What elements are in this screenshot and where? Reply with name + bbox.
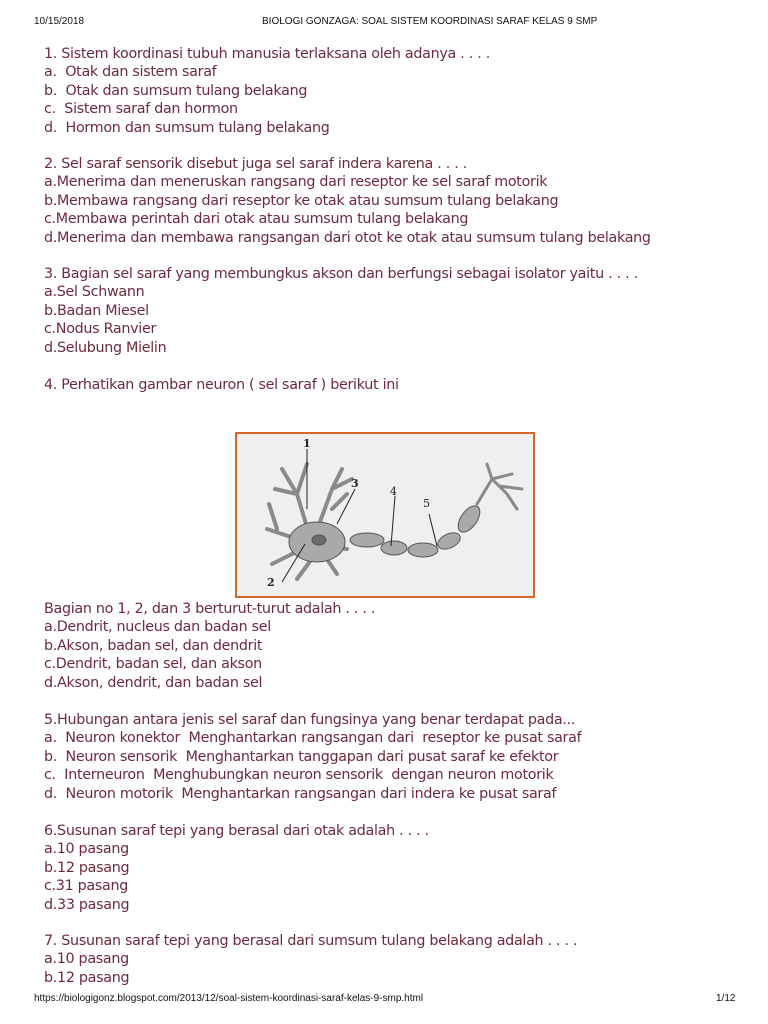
figure-label-3: 3	[351, 477, 359, 490]
figure-label-4: 4	[390, 485, 397, 498]
figure-label-1: 1	[303, 437, 311, 450]
header-title: BIOLOGI GONZAGA: SOAL SISTEM KOORDINASI SARAF KELAS 9 SMP	[262, 16, 598, 27]
question-text: 1. Sistem koordinasi tubuh manusia terlaksana oleh adanya . . . .	[44, 46, 490, 62]
figure-label-5: 5	[423, 497, 430, 510]
option-a: a. Neuron konektor Menghantarkan rangsangan dari reseptor ke pusat saraf	[44, 730, 582, 747]
option-a: a.Menerima dan meneruskan rangsang dari reseptor ke sel saraf motorik	[44, 174, 548, 191]
option-d: d. Neuron motorik Menghantarkan rangsangan dari indera ke pusat saraf	[44, 785, 557, 802]
neuron-figure	[235, 432, 535, 598]
figure-label-2: 2	[267, 576, 275, 589]
option-b: b. Neuron sensorik Menghantarkan tanggapan dari pusat saraf ke efektor	[44, 748, 559, 765]
option-b: b.Badan Miesel	[44, 302, 149, 319]
question-text: 2. Sel saraf sensorik disebut juga sel saraf indera karena . . . .	[44, 156, 467, 172]
question-text: 4. Perhatikan gambar neuron ( sel saraf ) berikut ini	[44, 377, 399, 393]
question-3	[44, 265, 638, 357]
question-text: 3. Bagian sel saraf yang membungkus akson dan berfungsi sebagai isolator yaitu . . . .	[44, 266, 638, 282]
question-text: 7. Susunan saraf tepi yang berasal dari sumsum tulang belakang adalah . . . .	[44, 933, 578, 949]
question-1	[44, 45, 490, 137]
option-c: c.Dendrit, badan sel, dan akson	[44, 656, 262, 673]
question-4-answers	[44, 600, 375, 692]
question-6	[44, 822, 429, 914]
option-c: c. Interneuron Menghubungkan neuron sensorik dengan neuron motorik	[44, 767, 554, 784]
option-d: d.Akson, dendrit, dan badan sel	[44, 674, 263, 691]
option-a: a.10 pasang	[44, 951, 129, 968]
question-4	[44, 376, 399, 394]
option-d: d.Menerima dan membawa rangsangan dari otot ke otak atau sumsum tulang belakang	[44, 229, 651, 246]
question-5	[44, 711, 581, 803]
option-d: d.33 pasang	[44, 896, 130, 913]
option-b: b.12 pasang	[44, 859, 130, 876]
option-c: c.31 pasang	[44, 878, 129, 895]
footer-page-number: 1/12	[716, 993, 736, 1004]
option-a: a.Dendrit, nucleus dan badan sel	[44, 619, 271, 636]
sub-question-text: Bagian no 1, 2, dan 3 berturut-turut adalah . . . .	[44, 601, 376, 617]
option-a: a. Otak dan sistem saraf	[44, 64, 217, 81]
question-text: 6.Susunan saraf tepi yang berasal dari otak adalah . . . .	[44, 823, 429, 839]
option-b: b.12 pasang	[44, 969, 130, 986]
option-c: c.Membawa perintah dari otak atau sumsum tulang belakang	[44, 211, 469, 228]
option-a: a.Sel Schwann	[44, 284, 145, 301]
option-b: b.Membawa rangsang dari reseptor ke otak atau sumsum tulang belakang	[44, 192, 559, 209]
option-c: c. Sistem saraf dan hormon	[44, 101, 238, 118]
option-d: d.Selubung Mielin	[44, 339, 167, 356]
header-date: 10/15/2018	[34, 16, 85, 27]
question-2	[44, 155, 651, 247]
footer-url[interactable]: https://biologigonz.blogspot.com/2013/12/soal-sistem-koordinasi-saraf-kelas-9-smp.html	[34, 993, 424, 1004]
question-7	[44, 932, 577, 987]
option-a: a.10 pasang	[44, 841, 129, 858]
option-c: c.Nodus Ranvier	[44, 321, 157, 338]
question-text: 5.Hubungan antara jenis sel saraf dan fungsinya yang benar terdapat pada...	[44, 712, 576, 728]
option-d: d. Hormon dan sumsum tulang belakang	[44, 119, 330, 136]
option-b: b. Otak dan sumsum tulang belakang	[44, 82, 308, 99]
option-b: b.Akson, badan sel, dan dendrit	[44, 637, 263, 654]
